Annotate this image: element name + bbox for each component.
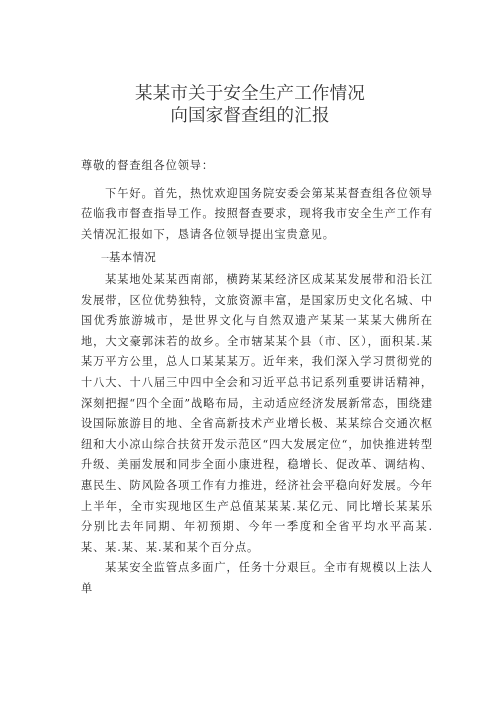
- title-line-2: 向国家督查组的汇报: [170, 106, 330, 126]
- section-number: 一: [101, 254, 109, 264]
- section-title: 基本情况: [109, 250, 157, 265]
- title-line-1: 某某市关于安全生产工作情况: [134, 84, 366, 104]
- section-heading: [81, 247, 433, 270]
- document-body: [81, 156, 433, 599]
- section-paragraph-2: 某某安全监管点多面广，任务十分艰巨。全市有规模以上法人单: [81, 561, 433, 595]
- document-title: [0, 83, 500, 127]
- salutation: 尊敬的督查组各位领导：: [81, 159, 214, 172]
- section-paragraph-1: 某某地处某某西南部，横跨某某经济区成某某发展带和沿长江发展带，区位优势独特，文旅资源丰富，是国家历史文化名城、中国优秀旅游城市，是世界文化与自然双遗产某某一某某大佛所在地，大文豪郭沫若的故乡。全市辖某某个县（市、区），面积某.某某万平方公里，总人口某某某万。近年来，我们深入学习贯彻党的十八大、十八届三中四中全会和习近平总书记系列重要讲话精神，深刻把握“四个全面”战略布局，主动适应经济发展新常态，围绕建设国际旅游目的地、全省高新技术产业增长极、某某综合交通次枢纽和大小凉山综合扶贫开发示范区“四大发展定位“，加快推进转型升级、美丽发展和同步全面小康进程，稳增长、促改革、调结构、惠民生、防风险各项工作有力推进，经济社会平稳向好发展。今年上半年，全市实现地区生产总值某某某.某亿元、同比增长某某乐分别比去年同期、年初预期、今年一季度和全省平均水平高某.某、某.某、某.某和某个百分点。: [81, 272, 433, 554]
- intro-paragraph: 下午好。首先，热忱欢迎国务院安委会第某某督查组各位领导莅临我市督查指导工作。按照督查要求，现将我市安全生产工作有关情况汇报如下，恳请各位领导提出宝贵意见。: [81, 186, 433, 241]
